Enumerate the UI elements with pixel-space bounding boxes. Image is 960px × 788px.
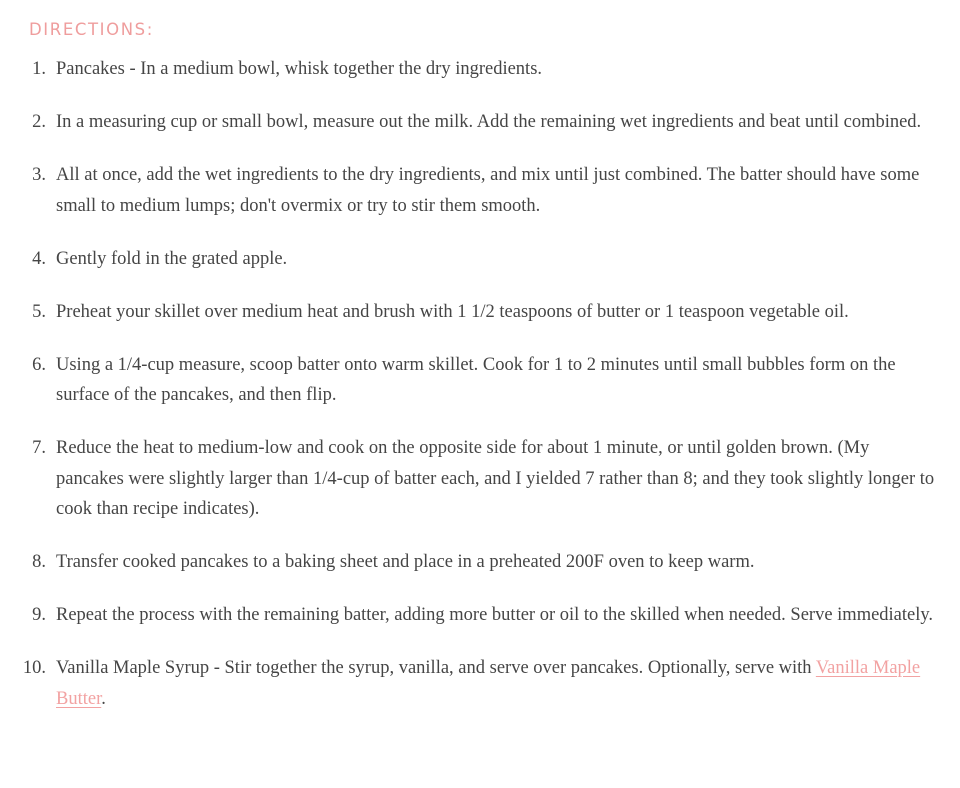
- direction-step-3: [0, 160, 940, 221]
- direction-step-6: [0, 350, 940, 411]
- step-number: 6.: [32, 354, 46, 375]
- step-text: Reduce the heat to medium-low and cook on the opposite side for about 1 minute, or until golden brown. (My pancakes were slightly larger than 1/4-cup of batter each, and I yielded 7 rather than 8; and they took slightly longer to cook than recipe indicates).: [56, 438, 935, 519]
- step-text: Repeat the process with the remaining batter, adding more butter or oil to the skilled when needed. Serve immediately.: [56, 605, 934, 625]
- directions-heading: DIRECTIONS:: [29, 20, 154, 39]
- vanilla-maple-butter-link[interactable]: Vanilla Maple Butter: [56, 658, 921, 709]
- step-number: 4.: [32, 248, 46, 269]
- step-text: Gently fold in the grated apple.: [56, 248, 288, 269]
- step-number: 3.: [32, 165, 46, 185]
- direction-step-5: [0, 297, 940, 328]
- direction-step-9: [0, 600, 940, 631]
- step-text: Transfer cooked pancakes to a baking sheet and place in a preheated 200F oven to keep warm.: [56, 552, 755, 572]
- step-text: Vanilla Maple Syrup - Stir together the syrup, vanilla, and serve over pancakes. Optionally, serve with: [56, 658, 816, 678]
- step-number: 1.: [32, 59, 46, 79]
- step-number: 9.: [32, 605, 46, 625]
- direction-step-4: [0, 244, 940, 275]
- step-text: Using a 1/4-cup measure, scoop batter onto warm skillet. Cook for 1 to 2 minutes until small bubbles form on the surface of the pancakes, and then flip.: [56, 354, 896, 405]
- step-number: 8.: [32, 552, 46, 572]
- direction-step-1: [0, 54, 940, 85]
- step-number: 7.: [32, 438, 46, 458]
- direction-step-2: [0, 107, 940, 138]
- direction-step-8: [0, 547, 940, 578]
- step-text: In a measuring cup or small bowl, measure out the milk. Add the remaining wet ingredients and beat until combined.: [56, 112, 922, 132]
- step-number: 2.: [32, 112, 46, 132]
- step-text: All at once, add the wet ingredients to the dry ingredients, and mix until just combined. The batter should have some small to medium lumps; don't overmix or try to stir them smooth.: [56, 165, 920, 216]
- direction-step-7: [0, 433, 940, 525]
- step-text-after-link: .: [101, 688, 106, 709]
- direction-step-10: [0, 653, 940, 714]
- directions-list: [0, 54, 940, 737]
- step-text: Pancakes - In a medium bowl, whisk together the dry ingredients.: [56, 59, 543, 79]
- step-number: 10.: [22, 658, 46, 678]
- step-text: Preheat your skillet over medium heat and brush with 1 1/2 teaspoons of butter or 1 teaspoon vegetable oil.: [56, 301, 849, 322]
- step-number: 5.: [32, 301, 46, 322]
